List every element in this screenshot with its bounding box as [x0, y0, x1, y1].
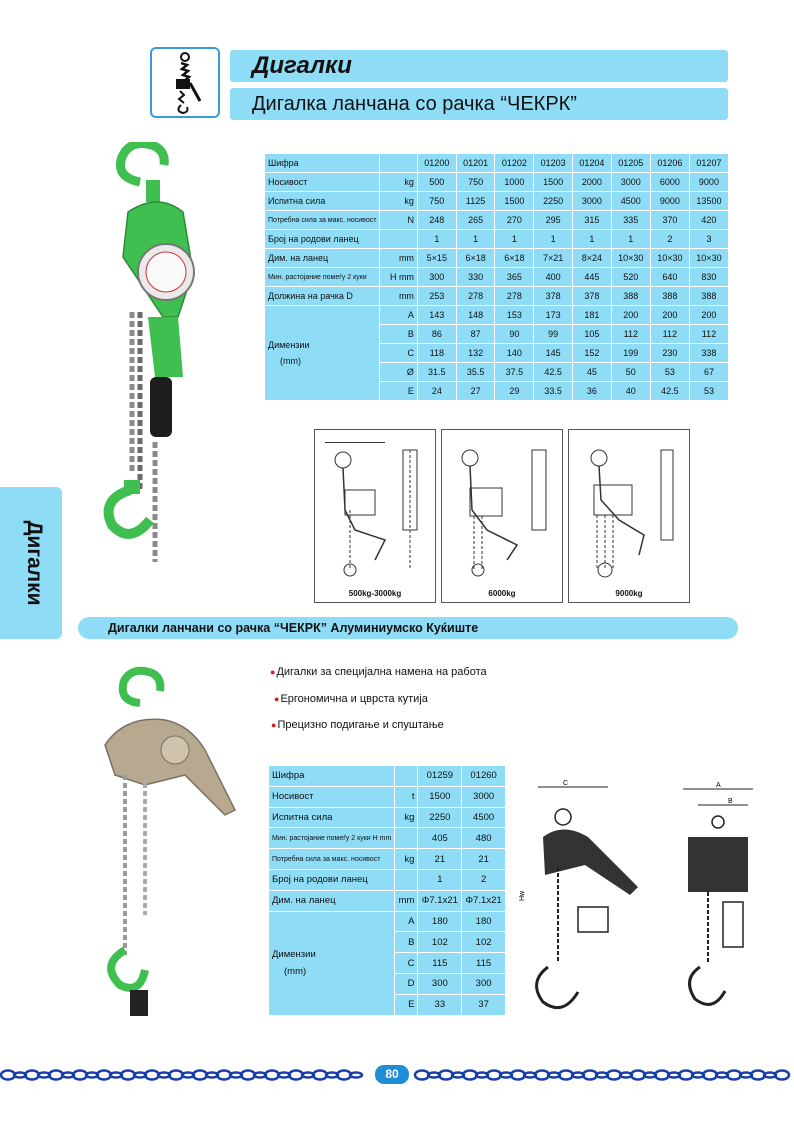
table-cell: 67 [689, 363, 728, 382]
table-cell: 6×18 [456, 249, 495, 268]
table-cell: 1500 [534, 173, 573, 192]
row-label: Шифра [265, 154, 380, 173]
table-cell: 145 [534, 344, 573, 363]
dimensions-unit: (mm) [280, 356, 301, 366]
row-unit: kg [395, 807, 418, 828]
table-cell: 199 [611, 344, 650, 363]
table-cell: 400 [534, 268, 573, 287]
table-cell: 1500 [495, 192, 534, 211]
table-cell: 3000 [573, 192, 612, 211]
row-label: Потребна сила за макс. носивост [269, 849, 395, 870]
row-label: Шифра [269, 766, 395, 787]
table-cell: 10×30 [689, 249, 728, 268]
table-cell: 200 [650, 306, 689, 325]
table-cell: 33 [418, 994, 462, 1015]
table-cell: 750 [417, 192, 456, 211]
spec-table-steel [264, 153, 729, 401]
table-row [265, 268, 729, 287]
table-row [269, 828, 506, 849]
table-cell: 6000 [650, 173, 689, 192]
table-row [265, 211, 729, 230]
table-cell: 01207 [689, 154, 728, 173]
table-cell: 1500 [418, 786, 462, 807]
row-unit: mm [395, 890, 418, 911]
page-title: Дигалки [230, 50, 728, 82]
table-cell: 31.5 [417, 363, 456, 382]
dimensions-label [265, 306, 380, 401]
table-cell: 420 [689, 211, 728, 230]
table-row [265, 287, 729, 306]
table-row [265, 249, 729, 268]
table-row [269, 869, 506, 890]
page-number: 80 [375, 1065, 409, 1084]
dimension-label-hw: Hw [519, 890, 526, 901]
table-cell: 50 [611, 363, 650, 382]
table-cell: 140 [495, 344, 534, 363]
table-cell: 300 [417, 268, 456, 287]
table-cell: 53 [689, 382, 728, 401]
table-cell: 378 [573, 287, 612, 306]
table-cell: 181 [573, 306, 612, 325]
table-cell: 365 [495, 268, 534, 287]
row-label: Носивост [269, 786, 395, 807]
table-cell: 112 [611, 325, 650, 344]
table-cell: 270 [495, 211, 534, 230]
diagram-9000kg [568, 429, 690, 603]
row-label: Испитна сила [269, 807, 395, 828]
row-unit [380, 154, 418, 173]
table-cell: 115 [418, 953, 462, 974]
table-cell: 180 [462, 911, 506, 932]
row-unit: kg [395, 849, 418, 870]
table-cell: 9000 [650, 192, 689, 211]
technical-drawing-9000kg [569, 430, 689, 580]
dimensions-label [269, 911, 395, 1015]
feature-bullet: ●Прецизно подигање и спуштање [271, 719, 444, 731]
table-cell: 37 [462, 994, 506, 1015]
side-tab-label: Дигалки [23, 520, 46, 606]
table-cell: 01260 [462, 766, 506, 787]
table-cell: 180 [418, 911, 462, 932]
table-cell: 1 [611, 230, 650, 249]
table-cell: 132 [456, 344, 495, 363]
table-cell: 200 [689, 306, 728, 325]
table-cell: 40 [611, 382, 650, 401]
table-cell: 5×15 [417, 249, 456, 268]
table-cell: 2250 [418, 807, 462, 828]
table-cell: 01259 [418, 766, 462, 787]
table-row [269, 807, 506, 828]
dimension-key: E [395, 994, 418, 1015]
table-cell: 01206 [650, 154, 689, 173]
diagram-caption: 500kg-3000kg [348, 589, 402, 598]
diagram-caption: 6000kg [488, 589, 516, 598]
dimensions-title: Димензии [268, 340, 310, 350]
row-label: Носивост [265, 173, 380, 192]
table-cell: 1 [418, 869, 462, 890]
table-cell: 370 [650, 211, 689, 230]
table-cell: 480 [462, 828, 506, 849]
table-cell: 1 [456, 230, 495, 249]
green-lever-hoist-image [100, 142, 235, 572]
feature-bullet: ●Ергономична и цврста кутија [274, 693, 428, 705]
spec-table-aluminium [268, 765, 506, 1016]
row-unit: kg [380, 173, 418, 192]
row-label: Број на родови ланец [265, 230, 380, 249]
table-cell: 152 [573, 344, 612, 363]
technical-drawing-6000kg [442, 430, 562, 580]
table-row [265, 173, 729, 192]
row-unit: mm [380, 287, 418, 306]
row-unit: t [395, 786, 418, 807]
dimension-key: D [395, 973, 418, 994]
table-row [265, 154, 729, 173]
table-cell: 115 [462, 953, 506, 974]
dimensions-unit: (mm) [284, 966, 307, 978]
table-cell: 1 [573, 230, 612, 249]
table-row [269, 766, 506, 787]
table-cell: 27 [456, 382, 495, 401]
aluminium-lever-hoist-image [100, 665, 240, 1025]
feature-text: Дигалки за специјална намена на работа [276, 666, 487, 678]
table-cell: 750 [456, 173, 495, 192]
row-unit: H mm [380, 268, 418, 287]
table-row [265, 192, 729, 211]
row-unit [380, 230, 418, 249]
row-label: Мин. растојание помеѓу 2 куки H mm [269, 828, 395, 849]
table-cell: 1 [534, 230, 573, 249]
table-cell: 33.5 [534, 382, 573, 401]
table-cell: 102 [418, 932, 462, 953]
table-cell: 13500 [689, 192, 728, 211]
table-cell: 300 [462, 973, 506, 994]
row-unit: kg [380, 192, 418, 211]
table-cell: 105 [573, 325, 612, 344]
table-cell: 35.5 [456, 363, 495, 382]
row-unit: N [380, 211, 418, 230]
table-row [269, 849, 506, 870]
table-cell: 1 [417, 230, 456, 249]
table-cell: 10×30 [650, 249, 689, 268]
table-cell: 21 [418, 849, 462, 870]
table-cell: 01205 [611, 154, 650, 173]
table-cell: 4500 [611, 192, 650, 211]
dimension-label-c: C [563, 780, 569, 787]
table-cell: 7×21 [534, 249, 573, 268]
row-label: Потребна сила за макс. носивост [265, 211, 380, 230]
table-row [269, 786, 506, 807]
table-row [265, 306, 729, 325]
table-cell: 253 [417, 287, 456, 306]
dimension-key: Ø [380, 363, 418, 382]
table-cell: 42.5 [534, 363, 573, 382]
table-cell: 2 [650, 230, 689, 249]
table-cell: 8×24 [573, 249, 612, 268]
table-cell: 112 [689, 325, 728, 344]
table-cell: 500 [417, 173, 456, 192]
table-cell: 87 [456, 325, 495, 344]
table-cell: 378 [534, 287, 573, 306]
table-cell: Φ7.1x21 [418, 890, 462, 911]
table-cell: 10×30 [611, 249, 650, 268]
table-cell: 2 [462, 869, 506, 890]
table-row [269, 890, 506, 911]
table-cell: 3000 [611, 173, 650, 192]
side-section-tab [0, 487, 62, 639]
table-cell: 173 [534, 306, 573, 325]
table-cell: 37.5 [495, 363, 534, 382]
table-cell: 01200 [417, 154, 456, 173]
table-cell: Φ7.1x21 [462, 890, 506, 911]
table-cell: 01202 [495, 154, 534, 173]
table-cell: 4500 [462, 807, 506, 828]
dimension-key: C [395, 953, 418, 974]
table-cell: 53 [650, 363, 689, 382]
table-cell: 338 [689, 344, 728, 363]
dimension-key: A [395, 911, 418, 932]
table-cell: 388 [611, 287, 650, 306]
table-cell: 90 [495, 325, 534, 344]
table-cell: 2000 [573, 173, 612, 192]
dimension-label-a: A [716, 782, 721, 789]
dimension-key: C [380, 344, 418, 363]
feature-text: Прецизно подигање и спуштање [277, 719, 444, 731]
table-cell: 86 [417, 325, 456, 344]
table-cell: 335 [611, 211, 650, 230]
table-cell: 45 [573, 363, 612, 382]
table-cell: 118 [417, 344, 456, 363]
diagram-6000kg [441, 429, 563, 603]
table-cell: 153 [495, 306, 534, 325]
row-unit [395, 828, 418, 849]
table-cell: 01201 [456, 154, 495, 173]
table-cell: 148 [456, 306, 495, 325]
table-cell: 278 [495, 287, 534, 306]
row-label: Должина на рачка D [265, 287, 380, 306]
table-cell: 24 [417, 382, 456, 401]
table-row [269, 911, 506, 932]
table-cell: 445 [573, 268, 612, 287]
table-cell: 29 [495, 382, 534, 401]
dimension-key: E [380, 382, 418, 401]
technical-drawing-500-3000kg [315, 430, 435, 580]
table-cell: 295 [534, 211, 573, 230]
aluminium-hoist-technical-drawing [518, 777, 758, 1032]
dimension-label-b: B [728, 798, 733, 805]
table-cell: 1000 [495, 173, 534, 192]
table-cell: 9000 [689, 173, 728, 192]
dimension-key: B [380, 325, 418, 344]
row-unit [395, 766, 418, 787]
table-cell: 01203 [534, 154, 573, 173]
table-cell: 265 [456, 211, 495, 230]
diagram-caption: 9000kg [615, 589, 643, 598]
row-unit [395, 869, 418, 890]
table-cell: 3 [689, 230, 728, 249]
dimensions-title: Димензии [272, 949, 316, 961]
table-cell: 102 [462, 932, 506, 953]
row-label: Дим. на ланец [269, 890, 395, 911]
table-cell: 230 [650, 344, 689, 363]
table-cell: 300 [418, 973, 462, 994]
table-cell: 388 [689, 287, 728, 306]
table-cell: 01204 [573, 154, 612, 173]
table-cell: 112 [650, 325, 689, 344]
section-title-aluminium: Дигалки ланчани со рачка “ЧЕКРК” Алуминиумско Куќиште [78, 617, 738, 639]
table-cell: 143 [417, 306, 456, 325]
table-cell: 6×18 [495, 249, 534, 268]
row-label: Мин. растојание помеѓу 2 куки [265, 268, 380, 287]
table-cell: 21 [462, 849, 506, 870]
header-chain-hoist-icon [150, 47, 220, 118]
table-row [265, 230, 729, 249]
row-label: Испитна сила [265, 192, 380, 211]
diagram-500-3000kg [314, 429, 436, 603]
table-cell: 830 [689, 268, 728, 287]
table-cell: 99 [534, 325, 573, 344]
feature-text: Ергономична и цврста кутија [280, 693, 428, 705]
table-cell: 248 [417, 211, 456, 230]
table-cell: 405 [418, 828, 462, 849]
dimension-key: B [395, 932, 418, 953]
row-unit: mm [380, 249, 418, 268]
table-cell: 1 [495, 230, 534, 249]
row-label: Број на родови ланец [269, 869, 395, 890]
table-cell: 36 [573, 382, 612, 401]
dimension-key: A [380, 306, 418, 325]
table-cell: 520 [611, 268, 650, 287]
table-cell: 42.5 [650, 382, 689, 401]
table-cell: 315 [573, 211, 612, 230]
page-subtitle: Дигалка ланчана со рачка “ЧЕКРК” [230, 88, 728, 120]
table-cell: 330 [456, 268, 495, 287]
table-cell: 640 [650, 268, 689, 287]
table-cell: 3000 [462, 786, 506, 807]
table-cell: 1125 [456, 192, 495, 211]
row-label: Дим. на ланец [265, 249, 380, 268]
table-cell: 200 [611, 306, 650, 325]
table-cell: 388 [650, 287, 689, 306]
table-cell: 278 [456, 287, 495, 306]
feature-bullet: ●Дигалки за специјална намена на работа [270, 666, 487, 678]
table-cell: 2250 [534, 192, 573, 211]
